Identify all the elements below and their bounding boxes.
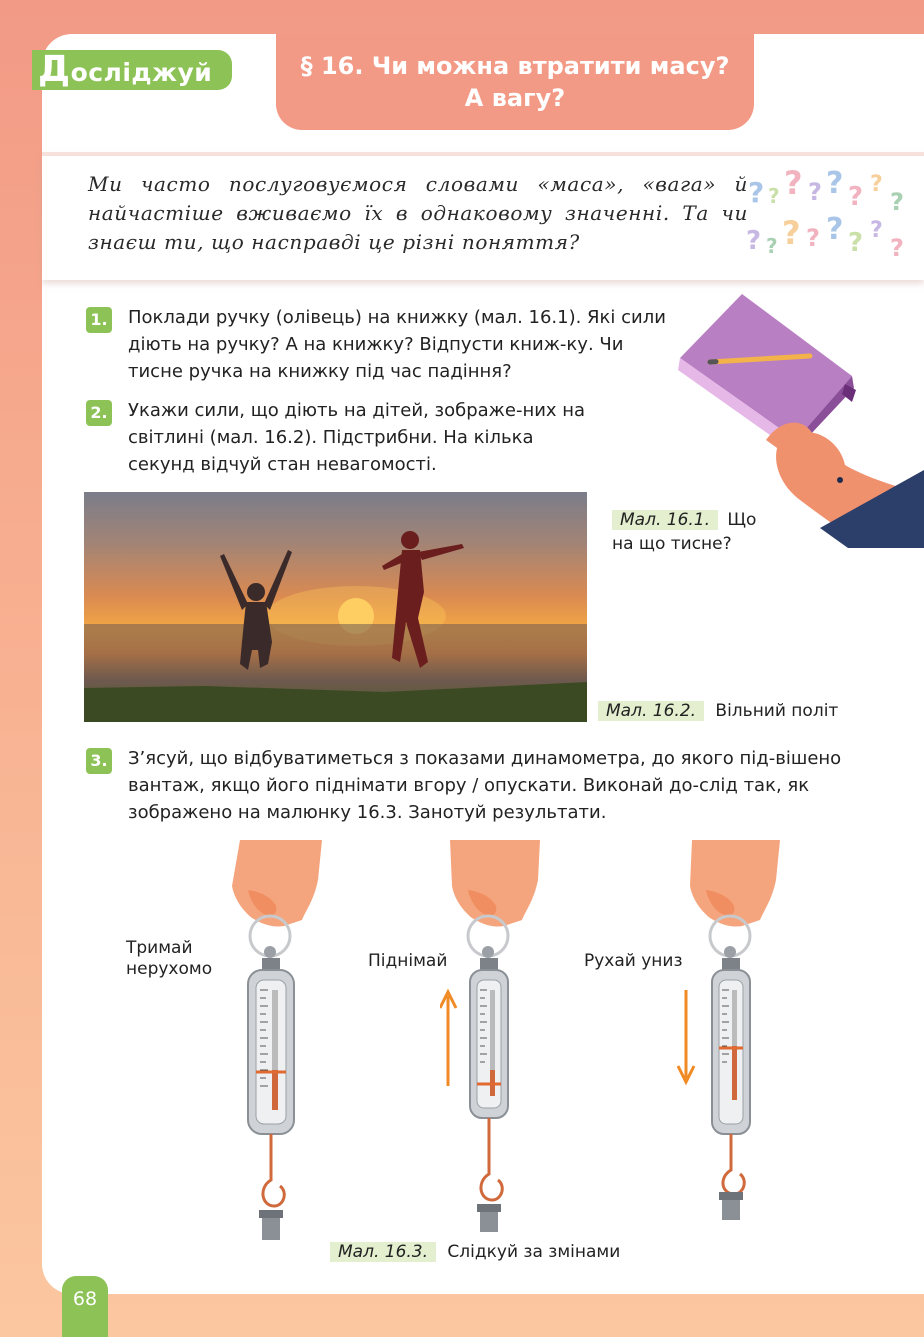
figure-label-16-2: Мал. 16.2. (598, 701, 704, 721)
task-number-1: 1. (86, 307, 112, 333)
figure-label-16-3: Мал. 16.3. (330, 1242, 436, 1262)
dynamometer-hold-icon (222, 840, 332, 1250)
figure-text-16-3: Слідкуй за змінами (447, 1242, 621, 1262)
task-number-3: 3. (86, 748, 112, 774)
jumping-silhouettes-image (84, 492, 587, 722)
section-tab-initial: Д (38, 49, 71, 90)
task-text-1: Поклади ручку (олівець) на книжку (мал. 16.1). Які сили діють на ручку? А на книжку? Відпусти книж-ку. Чи тисне ручка на книжку під час падіння? (128, 307, 666, 382)
photo-free-flight (84, 492, 587, 722)
task-number-2: 2. (86, 400, 112, 426)
page-title-line1: § 16. Чи можна втратити масу? (300, 52, 730, 80)
dynamometer-label-lower: Рухай униз (584, 951, 683, 971)
question-marks-icon: ? ? ? ? ? ? ? ? ? ? ? ? ? ? ? ? (746, 164, 904, 262)
figure-caption-16-2 (598, 699, 838, 723)
page-title (276, 34, 754, 130)
figure-label-16-1: Мал. 16.1. (612, 510, 718, 530)
task-text-2: Укажи сили, що діють на дітей, зображе-них на світлині (мал. 16.2). Підстрибни. На кілька секунд відчуй стан невагомості. (128, 400, 586, 475)
dynamometer-label-hold: Тримай нерухомо (126, 938, 213, 979)
intro-text: Ми часто послуговуємося словами «маса», «вага» й найчастіше вживаємо їх в однаковому значенні. Та чи знаєш ти, що насправді це різні поняття? (88, 172, 748, 254)
section-tab-rest: осліджуй (70, 58, 213, 87)
header-right-panel (754, 34, 924, 144)
figure-caption-16-3 (330, 1240, 620, 1264)
figure-caption-16-1 (612, 508, 772, 556)
page-title-line2: А вагу? (464, 84, 566, 112)
dynamometer-lift-icon (440, 840, 550, 1240)
figure-text-16-2: Вільний політ (715, 701, 839, 721)
figure-text-16-1: Що на що тисне? (612, 510, 757, 554)
dynamometer-label-lift: Піднімай (368, 951, 448, 971)
section-tab (32, 50, 232, 90)
dynamometer-lower-icon (672, 840, 782, 1230)
page-number: 68 (62, 1276, 108, 1337)
task-text-3: З’ясуй, що відбуватиметься з показами динамометра, до якого під-вішено вантаж, якщо його піднімати вгору / опускати. Виконай до-слід так, як зображено на малюнку 16.3. Занотуй результати. (128, 748, 842, 823)
